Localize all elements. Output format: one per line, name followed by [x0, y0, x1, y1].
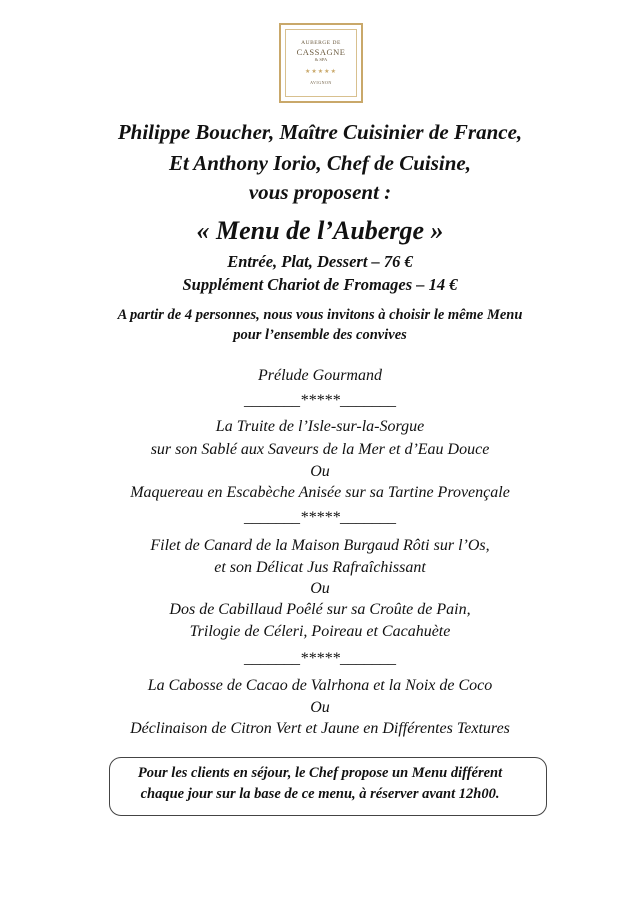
logo-line-2: CASSAGNE — [296, 47, 346, 57]
separator-3: _______*****_______ — [244, 650, 396, 667]
header-line-2: Et Anthony Iorio, Chef de Cuisine, — [168, 151, 472, 175]
cheese-supplement: Supplément Chariot de Fromages – 14 € — [182, 275, 458, 294]
main-1-line-1: Filet de Canard de la Maison Burgaud Rôti sur l’Os, — [150, 537, 490, 554]
or-3: Ou — [310, 699, 330, 716]
resident-note-line-2: chaque jour sur la base de ce menu, à réserver avant 12h00. — [140, 786, 500, 802]
logo-line-4: AVIGNON — [310, 80, 332, 85]
prelude: Prélude Gourmand — [258, 367, 382, 384]
logo-frame — [285, 29, 357, 97]
group-note-line-2: pour l’ensemble des convives — [233, 327, 407, 343]
or-1: Ou — [310, 463, 330, 480]
group-note-line-1: A partir de 4 personnes, nous vous invitons à choisir le même Menu — [117, 307, 523, 323]
logo-stars: ★★★★★ — [305, 69, 337, 75]
logo-line-1: AUBERGE DE — [301, 40, 341, 46]
header-line-1: Philippe Boucher, Maître Cuisinier de France, — [117, 120, 523, 144]
resident-note-line-1: Pour les clients en séjour, le Chef propose un Menu différent — [137, 765, 503, 781]
dessert-2: Déclinaison de Citron Vert et Jaune en Différentes Textures — [130, 720, 510, 737]
starter-1-line-2: sur son Sablé aux Saveurs de la Mer et d’Eau Douce — [150, 441, 490, 458]
separator-2: _______*****_______ — [244, 509, 396, 526]
separator-1: _______*****_______ — [244, 392, 396, 409]
starter-1-line-1: La Truite de l’Isle-sur-la-Sorgue — [215, 418, 425, 435]
auberge-logo — [279, 23, 363, 103]
main-2-line-1: Dos de Cabillaud Poêlé sur sa Croûte de Pain, — [169, 601, 471, 618]
main-1-line-2: et son Délicat Jus Rafraîchissant — [214, 559, 426, 576]
main-2-line-2: Trilogie de Céleri, Poireau et Cacahuète — [189, 623, 451, 640]
header-line-3: vous proposent : — [248, 180, 392, 204]
logo-line-3: & SPA — [314, 57, 328, 62]
menu-price: Entrée, Plat, Dessert – 76 € — [227, 252, 413, 271]
menu-title: « Menu de l’Auberge » — [196, 216, 444, 245]
starter-2: Maquereau en Escabèche Anisée sur sa Tartine Provençale — [130, 484, 510, 501]
dessert-1: La Cabosse de Cacao de Valrhona et la Noix de Coco — [147, 677, 493, 694]
or-2: Ou — [310, 580, 330, 597]
